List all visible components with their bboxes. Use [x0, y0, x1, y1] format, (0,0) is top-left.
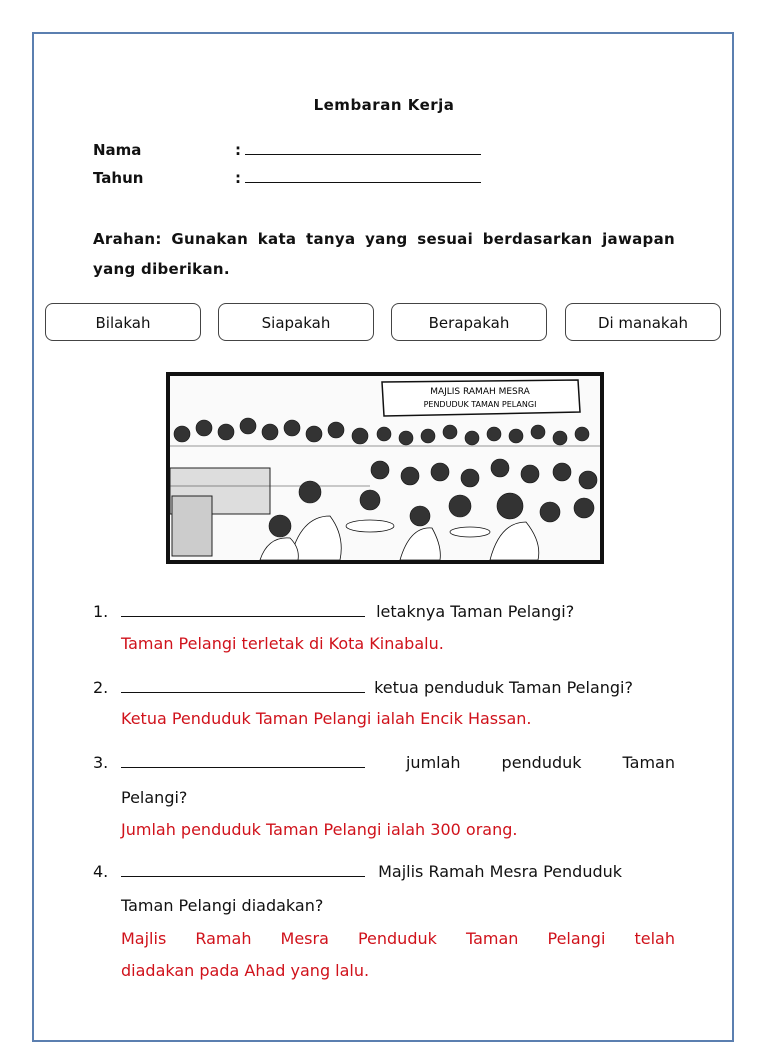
question-2-text: ketua penduduk Taman Pelangi? — [374, 678, 633, 697]
question-1-blank[interactable] — [121, 598, 365, 617]
banner-line-1: MAJLIS RAMAH MESRA — [430, 387, 530, 397]
answer-1: Taman Pelangi terletak di Kota Kinabalu. — [121, 634, 444, 653]
answer-4-line-1: Majlis Ramah Mesra Penduduk Taman Pelangi telah — [121, 929, 675, 948]
word-box-di-manakah: Di manakah — [565, 303, 721, 341]
question-3-word-b: penduduk — [501, 753, 582, 772]
name-colon: : — [235, 141, 241, 159]
question-3-blank[interactable] — [121, 749, 365, 768]
question-4 — [93, 856, 675, 888]
question-3-number: 3. — [93, 753, 109, 772]
event-banner — [382, 380, 580, 416]
question-2-blank[interactable] — [121, 674, 365, 693]
year-label: Tahun — [93, 169, 144, 187]
question-3-continued: Pelangi? — [121, 788, 188, 807]
event-illustration — [166, 372, 604, 564]
question-4-blank[interactable] — [121, 858, 365, 877]
question-4-continued: Taman Pelangi diadakan? — [121, 896, 324, 915]
question-1-number: 1. — [93, 602, 109, 621]
banner-line-2: PENDUDUK TAMAN PELANGI — [423, 400, 537, 409]
worksheet-title: Lembaran Kerja — [313, 96, 455, 114]
question-1-text: letaknya Taman Pelangi? — [376, 602, 575, 621]
question-4-number: 4. — [93, 862, 109, 881]
crowd-drawing — [170, 376, 600, 560]
question-3 — [93, 747, 675, 779]
word-box-siapakah: Siapakah — [218, 303, 374, 341]
answer-2: Ketua Penduduk Taman Pelangi ialah Encik Hassan. — [121, 709, 532, 728]
year-field — [93, 168, 481, 187]
question-2 — [93, 672, 675, 704]
name-blank[interactable] — [245, 140, 481, 155]
word-box-berapakah: Berapakah — [391, 303, 547, 341]
word-box-bilakah: Bilakah — [45, 303, 201, 341]
instruction-text: Arahan: Gunakan kata tanya yang sesuai berdasarkan jawapan yang diberikan. — [93, 230, 675, 278]
name-field — [93, 140, 481, 159]
question-4-text: Majlis Ramah Mesra Penduduk — [378, 862, 623, 881]
question-3-word-c: Taman — [622, 753, 675, 772]
question-3-word-a: jumlah — [405, 753, 461, 772]
question-1 — [93, 596, 675, 628]
name-label: Nama — [93, 141, 142, 159]
question-2-number: 2. — [93, 678, 109, 697]
year-colon: : — [235, 169, 241, 187]
year-blank[interactable] — [245, 168, 481, 183]
answer-3: Jumlah penduduk Taman Pelangi ialah 300 orang. — [121, 820, 518, 839]
answer-4-line-2: diadakan pada Ahad yang lalu. — [121, 961, 370, 980]
